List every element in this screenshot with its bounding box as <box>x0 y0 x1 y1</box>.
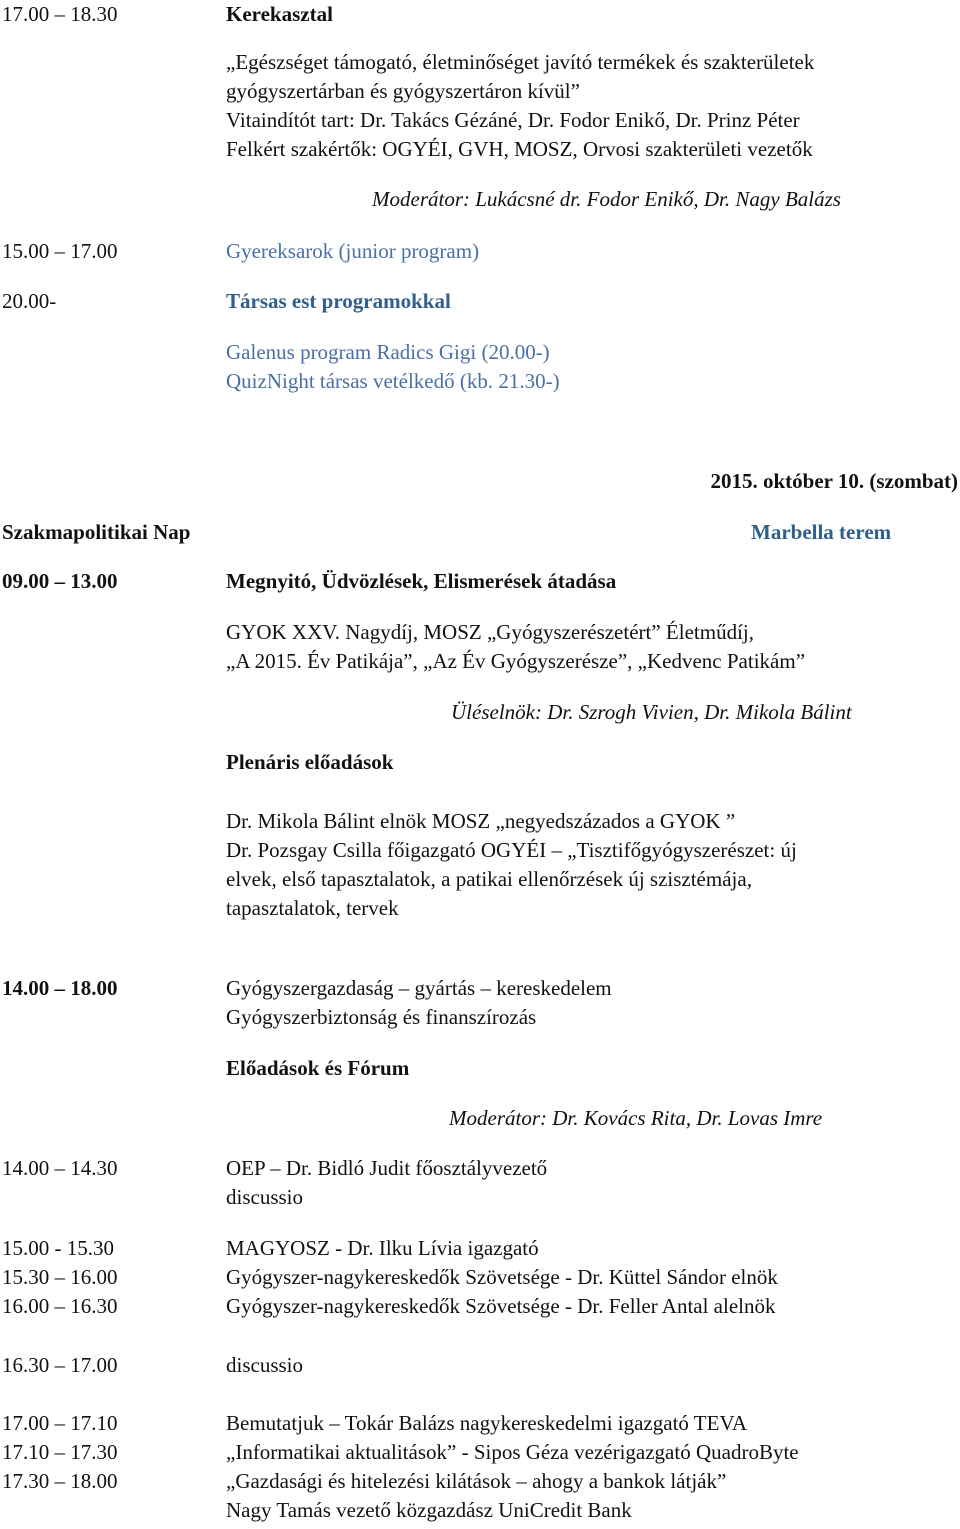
plenary-talk-1: Dr. Mikola Bálint elnök MOSZ „negyedszázados a GYOK ” <box>226 809 736 833</box>
kerekasztal-time: 17.00 – 18.30 <box>2 2 118 26</box>
tarsas-time: 20.00- <box>2 289 57 313</box>
opening-title: Megnyitó, Üdvözlések, Elismerések átadása <box>226 569 617 593</box>
session-time: 17.30 – 18.00 <box>2 1469 118 1493</box>
session-text: discussio <box>226 1353 304 1377</box>
session-time: 14.00 – 14.30 <box>2 1156 118 1180</box>
day-date: 2015. október 10. (szombat) <box>710 469 958 493</box>
plenary-talk-2-line1: Dr. Pozsgay Csilla főigazgató OGYÉI – „Tisztifőgyógyszerészet: új <box>226 838 797 862</box>
kerekasztal-felkert: Felkért szakértők: OGYÉI, GVH, MOSZ, Orvosi szakterületi vezetők <box>226 137 813 161</box>
kerekasztal-moderator: Moderátor: Lukácsné dr. Fodor Enikő, Dr. Nagy Balázs <box>372 187 841 211</box>
session-time: 15.30 – 16.00 <box>2 1265 118 1289</box>
day-room: Marbella terem <box>751 520 892 544</box>
opening-awards-line1: GYOK XXV. Nagydíj, MOSZ „Gyógyszerészetért” Életműdíj, <box>226 620 755 644</box>
plenary-title: Plenáris előadások <box>226 750 394 774</box>
tarsas-item-galenus: Galenus program Radics Gigi (20.00-) <box>226 340 550 364</box>
kerekasztal-title: Kerekasztal <box>226 2 333 26</box>
session-time: 16.00 – 16.30 <box>2 1294 118 1318</box>
tarsas-item-quiznight: QuizNight társas vetélkedő (kb. 21.30-) <box>226 369 560 393</box>
afternoon-moderator: Moderátor: Dr. Kovács Rita, Dr. Lovas Imre <box>449 1106 823 1130</box>
session-text: MAGYOSZ - Dr. Ilku Lívia igazgató <box>226 1236 539 1260</box>
session-text: Nagy Tamás vezető közgazdász UniCredit Bank <box>226 1498 632 1522</box>
session-time: 17.00 – 17.10 <box>2 1411 118 1435</box>
day-name: Szakmapolitikai Nap <box>2 520 191 544</box>
session-time: 16.30 – 17.00 <box>2 1353 118 1377</box>
session-text: Gyógyszer-nagykereskedők Szövetsége - Dr. Küttel Sándor elnök <box>226 1265 778 1289</box>
afternoon-title-line1: Gyógyszergazdaság – gyártás – kereskedelem <box>226 976 612 1000</box>
plenary-talk-2-line3: tapasztalatok, tervek <box>226 896 399 920</box>
kerekasztal-desc-line1: „Egészséget támogató, életminőséget javító termékek és szakterületek <box>226 50 815 74</box>
session-text: discussio <box>226 1185 304 1209</box>
session-time: 15.00 - 15.30 <box>2 1236 114 1260</box>
afternoon-subtitle: Előadások és Fórum <box>226 1056 410 1080</box>
session-text: „Informatikai aktualitások” - Sipos Géza vezérigazgató QuadroByte <box>226 1440 799 1464</box>
session-text: „Gazdasági és hitelezési kilátások – ahogy a bankok látják” <box>226 1469 727 1493</box>
session-time: 17.10 – 17.30 <box>2 1440 118 1464</box>
gyereksarok-title: Gyereksarok (junior program) <box>226 239 480 263</box>
opening-awards-line2: „A 2015. Év Patikája”, „Az Év Gyógyszerésze”, „Kedvenc Patikám” <box>226 649 806 673</box>
session-text: Bemutatjuk – Tokár Balázs nagykereskedelmi igazgató TEVA <box>226 1411 748 1435</box>
afternoon-time: 14.00 – 18.00 <box>2 976 118 1000</box>
afternoon-title-line2: Gyógyszerbiztonság és finanszírozás <box>226 1005 537 1029</box>
session-text: OEP – Dr. Bidló Judit főosztályvezető <box>226 1156 548 1180</box>
session-text: Gyógyszer-nagykereskedők Szövetsége - Dr. Feller Antal alelnök <box>226 1294 776 1318</box>
kerekasztal-vitaindito: Vitaindítót tart: Dr. Takács Gézáné, Dr. Fodor Enikő, Dr. Prinz Péter <box>226 108 800 132</box>
kerekasztal-desc-line2: gyógyszertárban és gyógyszertáron kívül” <box>226 79 580 103</box>
tarsas-title: Társas est programokkal <box>226 289 451 313</box>
gyereksarok-time: 15.00 – 17.00 <box>2 239 118 263</box>
opening-time: 09.00 – 13.00 <box>2 569 118 593</box>
opening-chairs: Üléselnök: Dr. Szrogh Vivien, Dr. Mikola Bálint <box>451 700 852 724</box>
plenary-talk-2-line2: elvek, első tapasztalatok, a patikai ellenőrzések új szisztémája, <box>226 867 752 891</box>
